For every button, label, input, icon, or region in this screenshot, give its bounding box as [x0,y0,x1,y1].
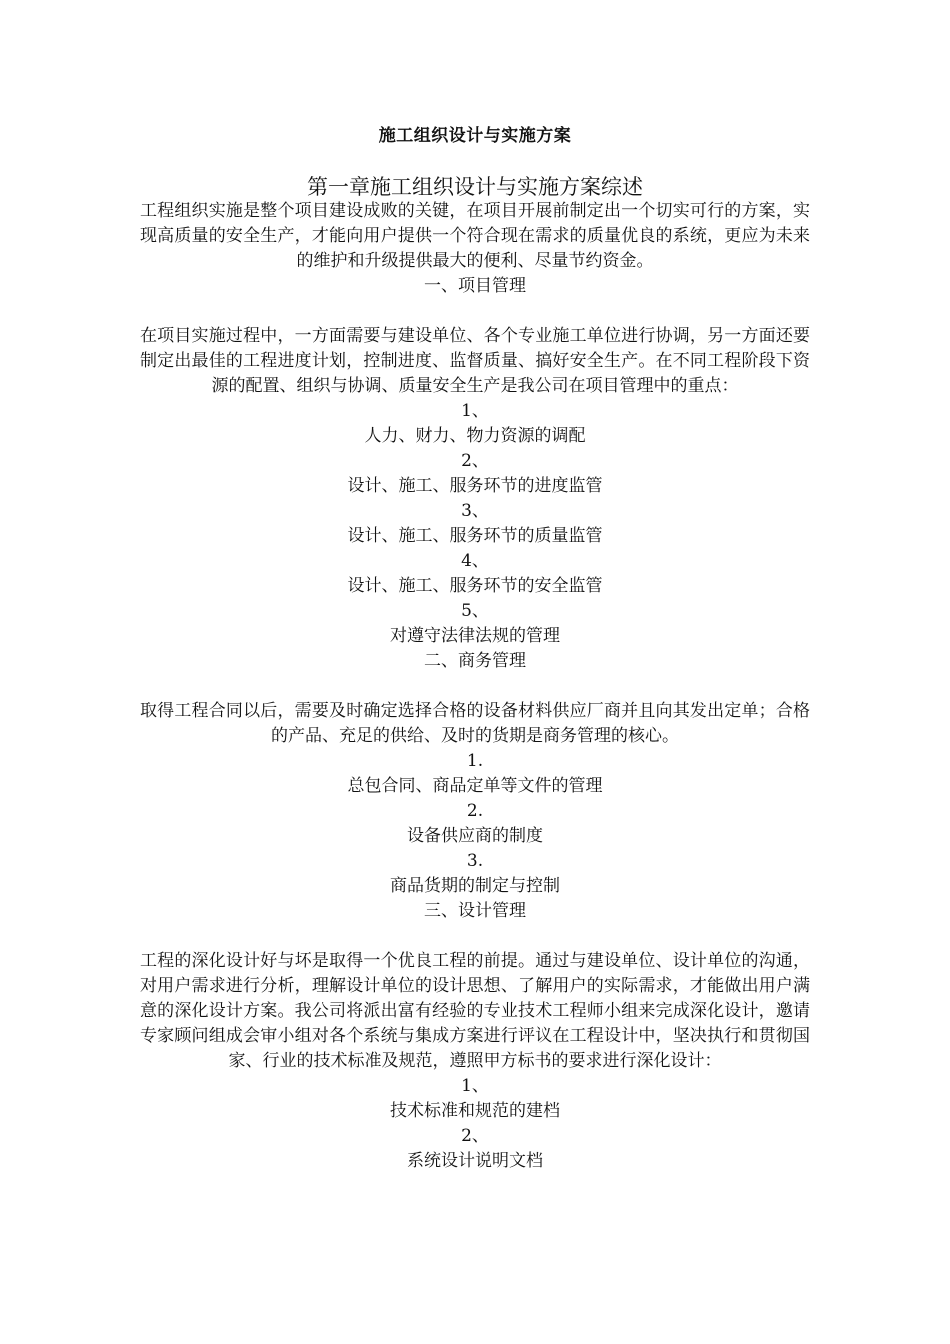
list-item-text: 技术标准和规范的建档 [390,1101,560,1121]
section-paragraph-business-management: 取得工程合同以后，需要及时确定选择合格的设备材料供应厂商并且向其发出定单；合格的产品、充足的供给、及时的货期是商务管理的核心。 [140,701,810,746]
document-title: 施工组织设计与实施方案 [378,126,572,146]
blank-line [140,674,810,699]
section-paragraph-design-management: 工程的深化设计好与坏是取得一个优良工程的前提。通过与建设单位、设计单位的沟通，对用户需求进行分析，理解设计单位的设计思想、了解用户的实际需求，才能做出用户满意的深化设计方案。我公司将派出富有经验的专业技术工程师小组来完成深化设计，邀请专家顾问组成会审小组对各个系统与集成方案进行评议在工程设计中，坚决执行和贯彻国家、行业的技术标准及规范，遵照甲方标书的要求进行深化设计： [140,951,810,1071]
list-item-number: 4、 [461,551,489,571]
document-body [140,199,810,1174]
blank-line [140,299,810,324]
list-item-number: 3、 [461,501,489,521]
list-item-number: 3. [466,851,484,871]
section-heading-business-management: 二、商务管理 [424,651,526,671]
blank-line [140,924,810,949]
section-heading-project-management: 一、项目管理 [424,276,526,296]
list-item-number: 1、 [461,401,489,421]
list-item-text: 设备供应商的制度 [407,826,543,846]
list-item-number: 1、 [461,1076,489,1096]
section-heading-design-management: 三、设计管理 [424,901,526,921]
list-item-text: 人力、财力、物力资源的调配 [364,426,586,446]
list-item-text: 对遵守法律法规的管理 [390,626,560,646]
list-item-text: 设计、施工、服务环节的进度监管 [347,476,603,496]
list-item-number: 5、 [461,601,489,621]
list-item-text: 系统设计说明文档 [407,1151,543,1171]
list-item-number: 2. [466,801,484,821]
list-item-text: 商品货期的制定与控制 [390,876,560,896]
section-paragraph-project-management: 在项目实施过程中，一方面需要与建设单位、各个专业施工单位进行协调，另一方面还要制定出最佳的工程进度计划，控制进度、监督质量、搞好安全生产。在不同工程阶段下资源的配置、组织与协调、质量安全生产是我公司在项目管理中的重点： [140,326,810,396]
chapter-title: 第一章施工组织设计与实施方案综述 [307,175,643,199]
list-item-text: 总包合同、商品定单等文件的管理 [347,776,603,796]
list-item-number: 1. [466,751,484,771]
intro-paragraph: 工程组织实施是整个项目建设成败的关键，在项目开展前制定出一个切实可行的方案，实现高质量的安全生产，才能向用户提供一个符合现在需求的质量优良的系统，更应为未来的维护和升级提供最大的便利、尽量节约资金。 [140,201,810,271]
list-item-number: 2、 [461,1126,489,1146]
list-item-text: 设计、施工、服务环节的安全监管 [347,576,603,596]
list-item-number: 2、 [461,451,489,471]
list-item-text: 设计、施工、服务环节的质量监管 [347,526,603,546]
